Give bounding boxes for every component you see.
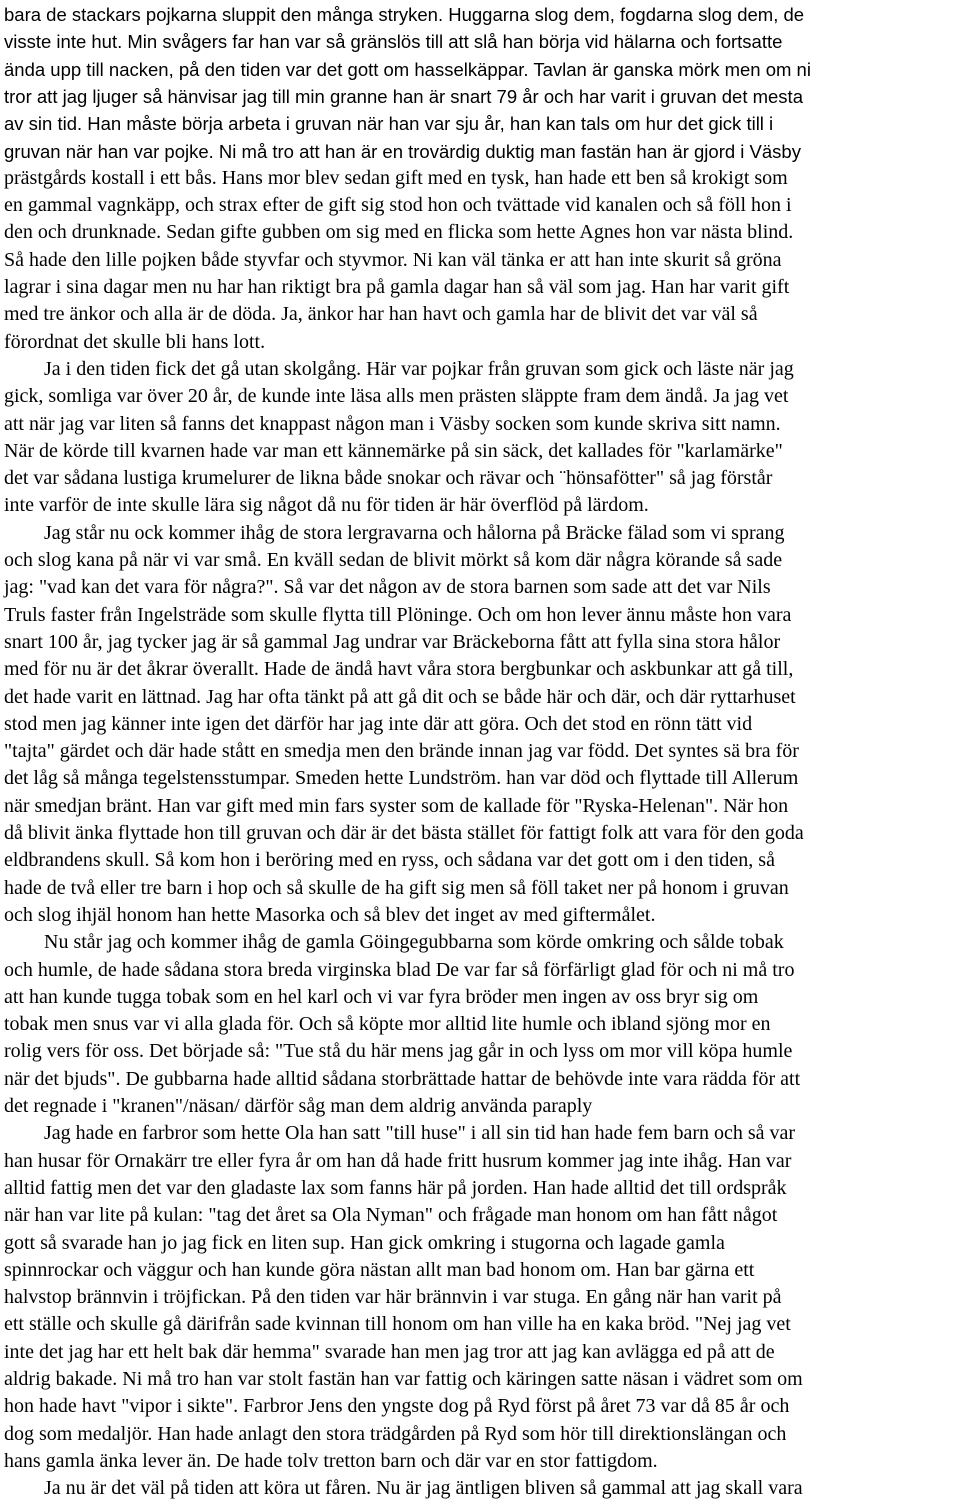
text-line: visste inte hut. Min svågers far han var så gränslös till att slå han börja vid hälarna och fortsatte <box>4 31 783 53</box>
text-line: stod men jag känner inte igen det därför har jag inte där att göra. Och det stod en rönn tätt vid <box>4 712 753 735</box>
text-line: av sin tid. Han måste börja arbeta i gruvan när han var sju år, han kan tals om hur det gick till i <box>4 113 774 135</box>
text-line: gruvan när han var pojke. Ni må tro att han är en trovärdig duktig man fastän han är gjord i Väsby <box>4 140 801 162</box>
text-line: spinnrockar och väggur och han kunde göra nästan allt man bad honom om. Han bar gärna ett <box>4 1258 755 1281</box>
text-line: när det bjuds". De gubbarna hade alltid sådana storbrättade hattar de behövde inte vara rädda för att <box>4 1067 801 1090</box>
text-line: bara de stackars pojkarna sluppit den många stryken. Huggarna slog dem, fogdarna slog dem, de <box>4 4 805 25</box>
text-line: Nu står jag och kommer ihåg de gamla Göingegubbarna som körde omkring och sålde tobak <box>44 931 784 954</box>
text-line: Ja nu är det väl på tiden att köra ut fåren. Nu är jag äntligen bliven så gammal att jag skall vara <box>44 1477 803 1500</box>
text-line: det hade varit en lättnad. Jag har ofta tänkt på att gå dit och se både här och där, och där ryttarhuset <box>4 685 796 708</box>
text-line: rolig vers för oss. Det började så: "Tue stå du här mens jag går in och lyss om mor vill köpa humle <box>4 1040 793 1063</box>
text-line: När de körde till kvarnen hade var man ett kännemärke på sin säck, det kallades för "karlamärke" <box>4 439 783 462</box>
text-line: det var sådana lustiga krumelurer de likna både snokar och rävar och ¨hönsafötter" så jag förstår <box>4 467 773 490</box>
text-line: aldrig bakade. Ni må tro han var stolt fastän han var fattig och käringen satte näsan i vädret som om <box>4 1368 803 1390</box>
text-line: att han kunde tugga tobak som en hel karl och vi var fyra bröder men ingen av oss bryr sig om <box>4 985 759 1008</box>
text-line: och slog ihjäl honom han hette Masorka och så blev det inget av med giftermålet. <box>4 903 656 926</box>
text-line: Jag hade en farbror som hette Ola han satt "till huse" i all sin tid han hade fem barn och så var <box>44 1122 796 1145</box>
text-line: inte det jag har ett helt bak där hemma" svarade han men jag tror att jag kan avlägga ed på att de <box>4 1340 775 1363</box>
text-line: inte varför de inte skulle lära sig något då nu för tiden är här överflöd på lärdom. <box>4 494 649 517</box>
text-line: när smedjan bränt. Han var gift med min fars syster som de kallade för "Ryska-Helenan". När hon <box>4 794 789 817</box>
text-line: förordnat det skulle bli hans lott. <box>4 330 266 353</box>
text-line: gick, somliga var över 20 år, de kunde inte läsa alls men prästen släppte fram dem ändå. Ja jag vet <box>4 385 789 408</box>
text-line: en gammal vagnkäpp, och strax efter de gift sig stod hon och tvättade vid kanalen och så föll hon i <box>4 194 792 217</box>
text-line: jag: "vad kan det vara för några?". Så var det någon av de stora barnen som sade att det var Nils <box>4 576 771 599</box>
text-line: när han var lite på kulan: "tag det året sa Ola Nyman" och frågade man honom om han fått något <box>4 1204 778 1227</box>
text-line: det låg så många tegelstensstumpar. Smeden hette Lundström. han var död och flyttade till Allerum <box>4 767 799 790</box>
text-line: tror att jag ljuger så hänvisar jag till min granne han är snart 79 år och har varit i gruvan det mesta <box>4 85 803 107</box>
text-line: att när jag var liten så fanns det knappast någon man i Väsby socken som kunde skriva sitt namn. <box>4 412 781 435</box>
text-line: "tajta" gärdet och där hade stått en smedja men den brände innan jag var född. Det syntes sä bra för <box>4 740 799 763</box>
text-line: dog som medaljör. Han hade anlagt den stora trädgården på Ryd som hör till direktionslängan och <box>4 1422 787 1445</box>
text-line: hon hade havt "vipor i sikte". Farbror Jens den yngste dog på Ryd först på året 73 var då 85 år och <box>4 1395 790 1418</box>
text-line: halvstop brännvin i tröjfickan. På den tiden var här brännvin i var stuga. En gång när han varit på <box>4 1286 782 1309</box>
text-line: han husar för Ornakärr tre eller fyra år om han då hade fritt husrum kommer jag inte ihåg. Han var <box>4 1149 792 1172</box>
text-line: alltid fattig men det var den gladaste lax som fanns här på jorden. Han hade alltid det till ordspråk <box>4 1176 787 1199</box>
text-line: tobak men snus var vi alla glada för. Och så köpte mor alltid lite humle och ibland sjöng mor en <box>4 1013 771 1036</box>
text-line: lagrar i sina dagar men nu har han riktigt bra på gamla dagar han så väl som jag. Han har varit gift <box>4 276 790 298</box>
text-line: Truls faster från Ingelsträde som skulle flytta till Plöninge. Och om hon lever ännu måste hon vara <box>4 603 792 626</box>
text-line: Jag står nu ock kommer ihåg de stora lergravarna och hålorna på Bräcke fälad som vi sprang <box>44 521 785 544</box>
text-line: snart 100 år, jag tycker jag är så gammal Jag undrar var Bräckeborna fått att fylla sina stora hålor <box>4 630 781 653</box>
text-line: med tre änkor och alla är de döda. Ja, änkor har han havt och gamla har de blivit det var väl så <box>4 303 758 326</box>
text-line: ända upp till nacken, på den tiden var det gott om hasselkäppar. Tavlan är ganska mörk men om ni <box>4 58 811 80</box>
text-line: Ja i den tiden fick det gå utan skolgång. Här var pojkar från gruvan som gick och läste när jag <box>44 357 794 380</box>
text-line: då blivit änka flyttade hon till gruvan och där är det bästa stället för fattigt folk att vara för den goda <box>4 822 804 844</box>
text-line: det regnade i "kranen"/näsan/ därför såg man dem aldrig använda paraply <box>4 1095 593 1117</box>
text-line: och slog kana på när vi var små. En kväll sedan de blivit mörkt så kom där några körande så sade <box>4 549 783 571</box>
text-line: och humle, de hade sådana stora breda virginska blad De var far så förfärligt glad för och ni må tro <box>4 958 795 981</box>
text-line: hans gamla änka lever än. De hade tolv tretton barn och där var en stor fattigdom. <box>4 1449 658 1472</box>
text-line: den och drunknade. Sedan gifte gubben om sig med en flicka som hette Agnes hon var nästa blind. <box>4 221 794 244</box>
text-line: ett ställe och skulle gå därifrån sade kvinnan till honom om han ville ha en kaka bröd. "Nej jag vet <box>4 1313 791 1336</box>
text-line: gott så svarade han jo jag fick en liten sup. Han gick omkring i stugorna och lagade gamla <box>4 1231 725 1254</box>
text-line: prästgårds kostall i ett bås. Hans mor blev sedan gift med en tysk, han hade ett ben så krokigt som <box>4 166 788 189</box>
text-line: eldbrandens skull. Så kom hon i beröring med en ryss, och sådana var det gott om i den tiden, så <box>4 849 775 872</box>
text-line: Så hade den lille pojken både styvfar och styvmor. Ni kan väl tänka er att han inte skurit så gröna <box>4 248 782 271</box>
text-line: hade de två eller tre barn i hop och så skulle de ha gift sig men så föll taket ner på honom i gruvan <box>4 876 789 899</box>
text-line: med för nu är det åkrar överallt. Hade de ändå havt våra stora bergbunkar och askbunkar att gå till, <box>4 658 794 681</box>
